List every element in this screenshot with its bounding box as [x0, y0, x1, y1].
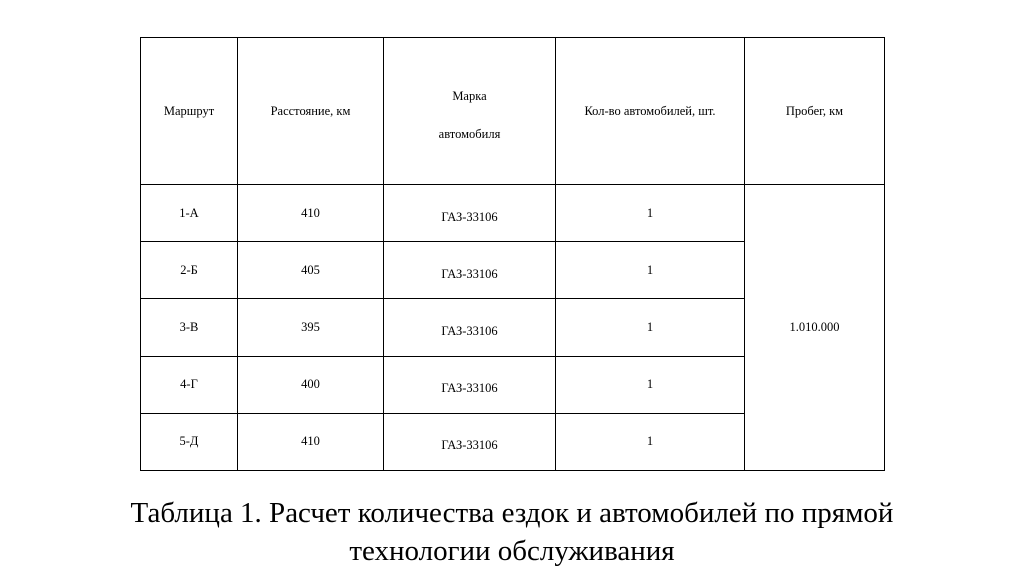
count-cell: 1 [646, 434, 654, 449]
count-cell: 1 [646, 377, 654, 392]
brand-cell: ГАЗ-33106 [441, 209, 498, 224]
header-mileage: Пробег, км [785, 103, 844, 118]
count-cell: 1 [646, 205, 654, 220]
distance-cell: 405 [301, 262, 320, 277]
header-count-cell [556, 38, 745, 185]
route-cell: 5-Д [179, 434, 199, 449]
caption-line2: технологии обслуживания [349, 535, 675, 567]
distance-cell: 410 [301, 205, 320, 220]
total-mileage-cell [745, 185, 885, 471]
route-cell: 4-Г [180, 377, 198, 392]
routes-table [140, 37, 885, 471]
total-mileage: 1.010.000 [789, 320, 840, 334]
count-cell: 1 [646, 262, 654, 277]
brand-cell: ГАЗ-33106 [441, 381, 498, 396]
brand-cell: ГАЗ-33106 [441, 266, 498, 281]
header-distance: Расстояние, км [270, 103, 351, 118]
brand-cell: ГАЗ-33106 [441, 323, 498, 338]
header-brand-cell [384, 38, 556, 185]
brand-cell: ГАЗ-33106 [441, 438, 498, 453]
route-cell: 3-В [179, 319, 199, 334]
route-cell: 2-Б [180, 262, 198, 277]
caption-line1: Таблица 1. Расчет количества ездок и автомобилей по прямой [130, 497, 894, 529]
table-row [141, 185, 885, 242]
header-brand-line2: автомобиля [438, 127, 501, 141]
header-distance-cell [238, 38, 384, 185]
distance-cell: 400 [301, 377, 320, 392]
header-brand-line1: Марка [452, 89, 487, 103]
table-caption [0, 494, 1024, 570]
header-count: Кол-во автомобилей, шт. [584, 103, 716, 118]
header-route: Маршрут [163, 103, 215, 118]
route-cell: 1-А [179, 205, 199, 220]
header-route-cell [141, 38, 238, 185]
count-cell: 1 [646, 319, 654, 334]
table-header-row [141, 38, 885, 185]
header-mileage-cell [745, 38, 885, 185]
distance-cell: 410 [301, 434, 320, 449]
distance-cell: 395 [301, 319, 320, 334]
